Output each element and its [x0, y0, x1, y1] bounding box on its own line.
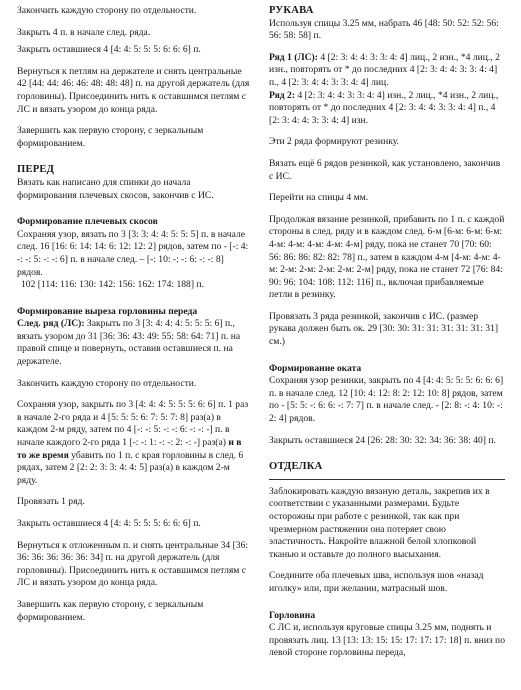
paragraph: Закончить каждую сторону по отдельности.	[17, 5, 197, 16]
section-heading-front: ПЕРЕД	[17, 164, 55, 176]
paragraph: Закрыть оставшиеся 4 [4: 4: 5: 5: 5: 6: 6: 6] п.	[17, 44, 201, 56]
paragraph: Закончить каждую сторону по отдельности.	[17, 377, 197, 389]
paragraph: Эти 2 ряда формируют резинку.	[269, 136, 399, 148]
paragraph: Используя спицы 3.25 мм, набрать 46 [48: 50: 52: 52: 56: 56: 58: 58] п.	[269, 17, 499, 42]
row-text: 4 [2: 3: 4: 4: 3: 3: 4: 4] лиц., 2 изн., *4 лиц., 2 изн., повторять от * до последних 4 [2: 3: 4: 4: 3: 3: 4: 4] п., 4 [2: 3: 4: 4: 3: 3: 4: 4] лиц.	[269, 51, 500, 88]
paragraph: Закрыть оставшиеся 24 [26: 28: 30: 32: 34: 36: 38: 40] п.	[269, 434, 496, 446]
section-heading-finishing: ОТДЕЛКА	[269, 461, 323, 473]
paragraph: Соедините оба плечевых шва, используя шов «назад иголку» или, при желании, матрасный шов.	[269, 570, 484, 594]
row-text: Закрыть по 3 [3: 4: 4: 4: 5: 5: 5: 6] п., вязать узором до 31 [36: 36: 43: 49: 55: 58: 64: 71] п. на правой спице и повернуть, оставив оставшиеся п. на держателе.	[17, 318, 241, 368]
paragraph: Закрыть оставшиеся 4 [4: 4: 5: 5: 5: 6: 6: 6] п.	[17, 518, 201, 529]
paragraph: Вернуться к отложенным п. и снять центральные 34 [36: 36: 36: 36: 36: 36: 34] п. на другой держатель (для горловины). Присоединить нить к оставшимся петлям с ЛС и вязать узором до конца ряда.	[17, 539, 249, 589]
section-heading-sleeves: РУКАВА	[269, 5, 314, 16]
row-label: Ряд 2:	[269, 89, 296, 101]
paragraph: Закрыть 4 п. в начале след. ряда.	[17, 26, 151, 38]
paragraph: Перейти на спицы 4 мм.	[269, 192, 369, 204]
text: убавить по 1 п. с края горловины в след. 6 рядах, затем 2 [2: 2: 3: 3: 4: 4: 5] раз(а) в каждом 2-м ряду.	[17, 449, 244, 486]
right-column	[269, 5, 505, 660]
paragraph	[269, 90, 505, 128]
divider	[269, 479, 505, 480]
text: Сохраняя узор, закрыть по 3 [4: 4: 4: 5: 5: 5: 6: 6] п. 1 раз в начале 2-го ряда и 4 [5: 5: 5: 6: 7: 5: 7: 8] раз(а) в каждом 2-м ряду, затем по 4 [-: -: 5: -: -: 6: -: -: -] п. в начале каждого 2-го ряда 1 [-: -: 1: -: -: 2: -: -] раз(а)	[17, 399, 249, 449]
paragraph: Завершить как первую сторону, с зеркальным формированием.	[17, 125, 204, 149]
left-column	[17, 5, 250, 624]
paragraph	[17, 318, 250, 368]
paragraph: Заблокировать каждую вязаную деталь, закрепив их в соответствии с указанными размерами. Будьте осторожны при работе с резинкой, так как при чрезмерном растяжении она потеряет свою эластичность. Накройте влажной белой хлопковой тканью и оставьте до полного высыхания.	[269, 485, 490, 560]
row-text: 4 [2: 3: 4: 4: 3: 3: 4: 4] изн., 2 лиц., *4 изн., 2 лиц., повторять от * до последних 4 [2: 3: 4: 4: 3: 3: 4: 4] п., 4 [2: 3: 4: 4: 3: 3: 4: 4] изн.	[269, 89, 499, 126]
paragraph: Сохраняя узор резинки, закрыть по 4 [4: 4: 5: 5: 5: 6: 6: 6] п. в начале след. 12 [10: 4: 12: 8: 2: 12: 10: 8] рядов, затем по - [5: 5: -: 6: 6: -: 7: 7] п. в начале след. - [2: 8: -: 4: 10: -: 2: 4] рядов.	[269, 375, 504, 425]
paragraph: Продолжая вязание резинкой, прибавить по 1 п. с каждой стороны в след. ряду и в каждом след. 6-м [6-м: 6-м: 6-м: 4-м: 4-м: 4-м: 4-м: 4-м] ряду, пока не станет 70 [70: 60: 56: 86: 86: 82: 82: 78] п., затем в каждом 4-м [4-м: 4-м: 4-м: 2-м: 2-м: 2-м: 2-м: 2-м] ряду, пока не станет 72 [76: 84: 90: 96: 104: 108: 112: 116] п., включая прибавляемые петли в резинку.	[269, 213, 505, 301]
row-label: Ряд 1 (ЛС):	[269, 51, 318, 63]
paragraph	[269, 52, 505, 90]
paragraph	[17, 399, 250, 487]
subheading-neck-shaping: Формирование выреза горловины переда	[17, 305, 198, 317]
paragraph: Вязать как написано для спинки до начала формирования плечевых скосов, закончив с ИС.	[17, 176, 214, 201]
paragraph: Сохраняя узор, вязать по 3 [3: 3: 4: 4: 5: 5: 5] п. в начале след. 16 [16: 6: 14: 14: 6: 12: 12: 2] рядов, затем по - [-: 4: -: -: 5: -: -: 6] п. в начале след. – [-: 10: -: -: 6: -: -: 8] рядов.	[17, 228, 249, 278]
paragraph: Провязать 3 ряда резинкой, закончив с ИС. (размер рукава должен быть ок. 29 [30: 30: 31: 31: 31: 31: 31: 31] см.)	[269, 310, 499, 348]
paragraph: С ЛС и, используя круговые спицы 3.25 мм, поднять и провязать лиц. 13 [13: 13: 15: 15: 17: 17: 17: 18] п. вниз по левой стороне горловины переда,	[269, 622, 505, 659]
subheading-sleeve-cap: Формирование оката	[269, 362, 362, 374]
subheading-neckband: Горловина	[269, 609, 316, 621]
paragraph: Вязать ещё 6 рядов резинкой, как установлено, закончив с ИС.	[269, 157, 501, 182]
subheading-shoulder-shaping: Формирование плечевых скосов	[17, 216, 158, 228]
paragraph: 102 [114: 116: 130: 142: 156: 162: 174: 188] п.	[21, 279, 204, 291]
paragraph: Вернуться к петлям на держателе и снять центральные 42 [44: 44: 46: 46: 48: 48: 48] п. на другой держатель (для горловины). Присоединить нить к оставшимся петлям с ЛС и вязать узором до конца ряда.	[17, 65, 250, 115]
paragraph: Провязать 1 ряд.	[17, 496, 85, 508]
emphasis: и в то же время	[17, 437, 242, 461]
row-label: След. ряд (ЛС):	[17, 318, 85, 330]
paragraph: Завершить как первую сторону, с зеркальным формированием.	[17, 598, 204, 623]
